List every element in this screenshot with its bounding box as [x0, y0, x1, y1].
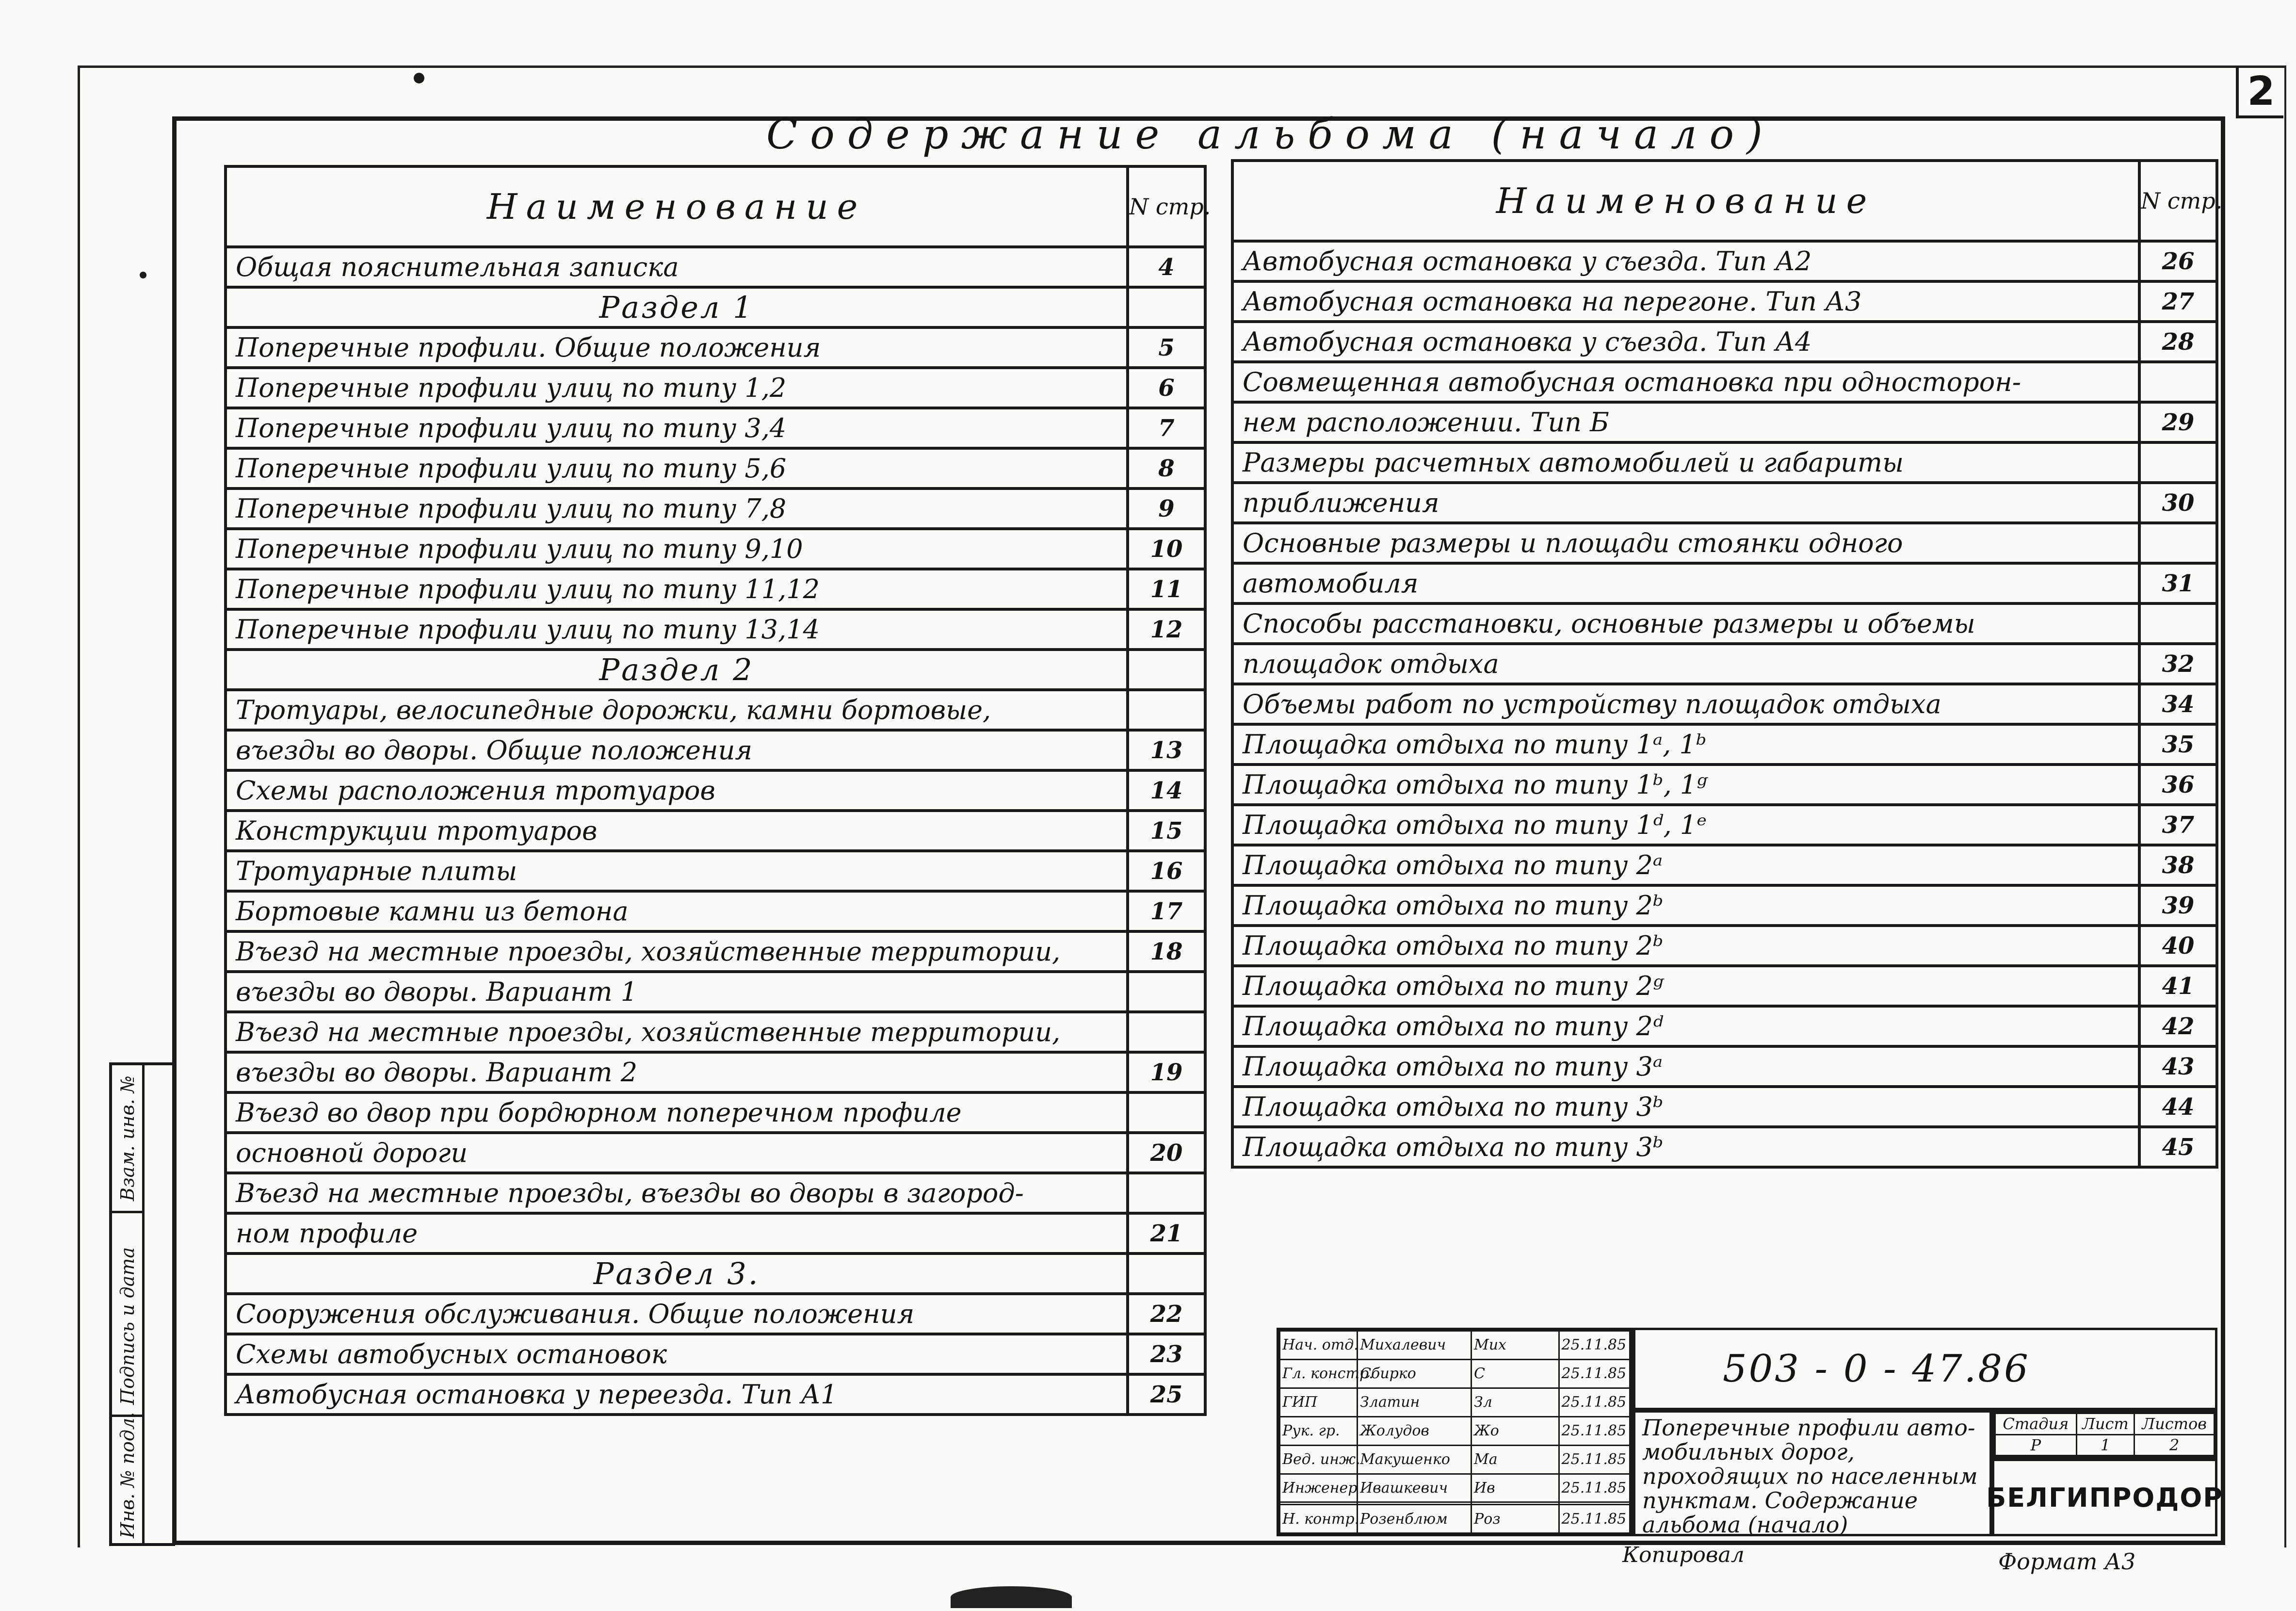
toc-item-page: 21 [1128, 1213, 1205, 1253]
signer-signature: С [1471, 1359, 1559, 1388]
toc-item-page: 13 [1128, 730, 1205, 770]
toc-row [1232, 603, 2217, 644]
toc-item-page [1128, 650, 1205, 690]
toc-item-page: 42 [2139, 1006, 2217, 1046]
scan-smudge [951, 1586, 1072, 1608]
signer-signature: Роз [1471, 1505, 1559, 1533]
signer-role: ГИП [1280, 1388, 1358, 1416]
side-label-inv-orig: Инв. № подл. [117, 1412, 138, 1538]
toc-table-left [224, 165, 1211, 1416]
toc-item-page [2139, 362, 2217, 402]
toc-row [1232, 765, 2217, 805]
section-title: Раздел 2 [226, 650, 1128, 690]
signer-signature: Жо [1471, 1416, 1559, 1445]
signature-row [1280, 1359, 1630, 1388]
signature-row [1280, 1388, 1630, 1416]
toc-item-name: Поперечные профили улиц по типу 7,8 [226, 488, 1128, 529]
toc-item-name: Поперечные профили улиц по типу 3,4 [226, 408, 1128, 448]
sheet-header: Лист [2076, 1414, 2134, 1435]
toc-item-name: Сооружения обслуживания. Общие положения [226, 1294, 1128, 1334]
toc-row [1232, 644, 2217, 684]
toc-item-name: Площадка отдыха по типу 3ᵇ [1232, 1087, 2139, 1127]
toc-item-name: въезды во дворы. Общие положения [226, 730, 1128, 770]
toc-item-name: Автобусная остановка на перегоне. Тип А3 [1232, 281, 2139, 322]
toc-row [1232, 1127, 2217, 1167]
toc-section-row [226, 1253, 1205, 1294]
toc-row [1232, 966, 2217, 1006]
toc-row [226, 1173, 1205, 1213]
toc-item-name: Тротуары, велосипедные дорожки, камни бортовые, [226, 690, 1128, 730]
toc-item-name: Размеры расчетных автомобилей и габариты [1232, 442, 2139, 483]
signer-name: Златин [1358, 1388, 1471, 1416]
toc-item-name: Общая пояснительная записка [226, 247, 1128, 287]
format-label: Формат А3 [1998, 1548, 2136, 1575]
signer-role: Нач. отд. [1280, 1331, 1358, 1360]
toc-row [1232, 885, 2217, 926]
toc-row [1232, 1046, 2217, 1087]
toc-item-name: въезды во дворы. Вариант 1 [226, 972, 1128, 1012]
toc-item-name: Площадка отдыха по типу 1ᵇ, 1ᵍ [1232, 765, 2139, 805]
toc-body-left [226, 247, 1205, 1415]
toc-row [226, 569, 1205, 609]
toc-item-page: 32 [2139, 644, 2217, 684]
toc-item-page: 36 [2139, 765, 2217, 805]
toc-row [226, 488, 1205, 529]
toc-item-name: Въезд на местные проезды, въезды во дворы в загород- [226, 1173, 1128, 1213]
toc-item-name: площадок отдыха [1232, 644, 2139, 684]
toc-row [1232, 523, 2217, 563]
toc-header-page: N стр. [1128, 166, 1205, 247]
toc-item-name: въезды во дворы. Вариант 2 [226, 1052, 1128, 1092]
toc-item-page: 7 [1128, 408, 1205, 448]
sheet-value: 1 [2076, 1434, 2134, 1456]
signer-role: Гл. констр. [1280, 1359, 1358, 1388]
toc-section-row [226, 287, 1205, 327]
toc-item-name: Въезд во двор при бордюрном поперечном профиле [226, 1092, 1128, 1133]
side-stamp-strip [109, 1062, 175, 1546]
toc-row [226, 1294, 1205, 1334]
organization-name: БЕЛГИПРОДОР [1992, 1459, 2217, 1536]
toc-item-name: Объемы работ по устройству площадок отдыха [1232, 684, 2139, 724]
toc-item-page: 28 [2139, 322, 2217, 362]
toc-item-name: Площадка отдыха по типу 2ᵃ [1232, 845, 2139, 885]
signer-date: 25.11.85 [1559, 1388, 1630, 1416]
toc-item-name: Площадка отдыха по типу 1ᵈ, 1ᵉ [1232, 805, 2139, 845]
section-title: Раздел 3. [226, 1253, 1128, 1294]
signer-signature: Зл [1471, 1388, 1559, 1416]
toc-row [226, 690, 1205, 730]
toc-item-page: 41 [2139, 966, 2217, 1006]
toc-row [226, 972, 1205, 1012]
signer-date: 25.11.85 [1559, 1505, 1630, 1533]
toc-item-page: 38 [2139, 845, 2217, 885]
sheets-value: 2 [2134, 1434, 2215, 1456]
toc-row [1232, 1006, 2217, 1046]
toc-item-name: Бортовые камни из бетона [226, 891, 1128, 931]
document-code: 503 - 0 - 47.86 [1633, 1328, 2217, 1410]
toc-item-name: Автобусная остановка у съезда. Тип А4 [1232, 322, 2139, 362]
toc-item-page: 8 [1128, 448, 1205, 488]
toc-row [226, 1052, 1205, 1092]
toc-item-page [1128, 1173, 1205, 1213]
signatures-table [1279, 1330, 1631, 1534]
toc-item-page: 19 [1128, 1052, 1205, 1092]
toc-item-name: Тротуарные плиты [226, 851, 1128, 891]
toc-item-page: 44 [2139, 1087, 2217, 1127]
toc-row [1232, 483, 2217, 523]
toc-row [226, 529, 1205, 569]
toc-item-page: 6 [1128, 368, 1205, 408]
toc-item-page: 9 [1128, 488, 1205, 529]
signer-signature: Мих [1471, 1331, 1559, 1360]
toc-row [226, 1133, 1205, 1173]
toc-item-page: 23 [1128, 1334, 1205, 1374]
toc-item-name: Площадка отдыха по типу 3ᵃ [1232, 1046, 2139, 1087]
toc-item-page: 26 [2139, 241, 2217, 281]
toc-item-page: 34 [2139, 684, 2217, 724]
copied-label: Копировал [1622, 1543, 1745, 1567]
stage-value: Р [1995, 1434, 2077, 1456]
toc-header-name: Наименование [1232, 161, 2139, 241]
toc-item-name: Поперечные профили улиц по типу 13,14 [226, 609, 1128, 650]
signer-date: 25.11.85 [1559, 1359, 1630, 1388]
toc-row [1232, 402, 2217, 442]
sheet-number: 2 [2236, 67, 2283, 118]
signature-row [1280, 1505, 1630, 1533]
signature-row [1280, 1474, 1630, 1502]
toc-item-page: 25 [1128, 1374, 1205, 1415]
toc-row [226, 931, 1205, 972]
toc-item-name: автомобиля [1232, 563, 2139, 603]
toc-item-name: Основные размеры и площади стоянки одного [1232, 523, 2139, 563]
scan-dot [140, 272, 146, 278]
toc-item-name: Поперечные профили улиц по типу 9,10 [226, 529, 1128, 569]
toc-row [1232, 322, 2217, 362]
toc-row [1232, 684, 2217, 724]
stage-block [1992, 1410, 2217, 1459]
toc-item-page: 11 [1128, 569, 1205, 609]
toc-row [226, 730, 1205, 770]
toc-item-name: Площадка отдыха по типу 3ᵇ [1232, 1127, 2139, 1167]
toc-row [226, 609, 1205, 650]
toc-item-name: Автобусная остановка у съезда. Тип А2 [1232, 241, 2139, 281]
toc-item-page [1128, 1253, 1205, 1294]
toc-item-name: Способы расстановки, основные размеры и объемы [1232, 603, 2139, 644]
toc-row [226, 811, 1205, 851]
signer-name: Михалевич [1358, 1331, 1471, 1360]
toc-item-page: 12 [1128, 609, 1205, 650]
side-label-inv-dup: Взам. инв. № [117, 1075, 138, 1201]
toc-item-page [2139, 603, 2217, 644]
toc-item-page: 40 [2139, 926, 2217, 966]
toc-row [1232, 724, 2217, 765]
toc-item-name: Площадка отдыха по типу 2ᵈ [1232, 1006, 2139, 1046]
toc-item-name: основной дороги [226, 1133, 1128, 1173]
toc-item-name: Площадка отдыха по типу 2ᵇ [1232, 885, 2139, 926]
signer-role: Рук. гр. [1280, 1416, 1358, 1445]
toc-header-name: Наименование [226, 166, 1128, 247]
toc-item-page: 31 [2139, 563, 2217, 603]
toc-item-name: Поперечные профили. Общие положения [226, 327, 1128, 368]
toc-item-name: Въезд на местные проезды, хозяйственные территории, [226, 1012, 1128, 1052]
toc-row [226, 770, 1205, 811]
section-title: Раздел 1 [226, 287, 1128, 327]
signer-name: Сбирко [1358, 1359, 1471, 1388]
toc-row [1232, 1087, 2217, 1127]
toc-table-right [1231, 159, 2223, 1169]
page-title: Содержание альбома (начало) [766, 111, 1775, 158]
toc-item-page: 35 [2139, 724, 2217, 765]
toc-row [1232, 926, 2217, 966]
toc-item-page: 14 [1128, 770, 1205, 811]
toc-item-name: Площадка отдыха по типу 2ᵇ [1232, 926, 2139, 966]
toc-header-page: N стр. [2139, 161, 2217, 241]
signer-name: Ивашкевич [1358, 1474, 1471, 1502]
toc-row [1232, 845, 2217, 885]
toc-item-name: Автобусная остановка у переезда. Тип А1 [226, 1374, 1128, 1415]
toc-item-page [1128, 690, 1205, 730]
signer-signature: Ив [1471, 1474, 1559, 1502]
signatures-block [1277, 1328, 1633, 1536]
toc-item-name: Площадка отдыха по типу 1ᵃ, 1ᵇ [1232, 724, 2139, 765]
toc-row [226, 1374, 1205, 1415]
toc-item-page: 17 [1128, 891, 1205, 931]
toc-item-name: Конструкции тротуаров [226, 811, 1128, 851]
toc-body-right [1232, 241, 2217, 1167]
toc-row [226, 1012, 1205, 1052]
toc-item-page: 29 [2139, 402, 2217, 442]
toc-item-page: 5 [1128, 327, 1205, 368]
toc-row [226, 1334, 1205, 1374]
toc-header-row [226, 166, 1205, 247]
toc-item-name: ном профиле [226, 1213, 1128, 1253]
document-description: Поперечные профили авто-мобильных дорог, проходящих по населенным пунктам. Содержание альбома (начало) [1633, 1410, 1992, 1536]
toc-item-name: приближения [1232, 483, 2139, 523]
toc-row [1232, 362, 2217, 402]
toc-item-name: Схемы автобусных остановок [226, 1334, 1128, 1374]
signer-name: Жолудов [1358, 1416, 1471, 1445]
signer-role: Инженер [1280, 1474, 1358, 1502]
toc-row [1232, 805, 2217, 845]
toc-item-name: Схемы расположения тротуаров [226, 770, 1128, 811]
signer-date: 25.11.85 [1559, 1331, 1630, 1360]
toc-row [1232, 241, 2217, 281]
toc-item-page: 10 [1128, 529, 1205, 569]
toc-item-page: 22 [1128, 1294, 1205, 1334]
toc-item-page [1128, 972, 1205, 1012]
signature-row [1280, 1445, 1630, 1474]
signature-row [1280, 1416, 1630, 1445]
toc-row [226, 448, 1205, 488]
toc-item-name: Площадка отдыха по типу 2ᵍ [1232, 966, 2139, 1006]
side-label-sign-date: Подпись и дата [117, 1247, 138, 1405]
toc-item-name: Въезд на местные проезды, хозяйственные территории, [226, 931, 1128, 972]
toc-row [226, 1092, 1205, 1133]
signer-date: 25.11.85 [1559, 1474, 1630, 1502]
signer-signature: Ма [1471, 1445, 1559, 1474]
toc-row [1232, 281, 2217, 322]
title-block [1277, 1328, 2223, 1538]
toc-item-page: 15 [1128, 811, 1205, 851]
toc-section-row [226, 650, 1205, 690]
toc-item-page [2139, 442, 2217, 483]
toc-header-row [1232, 161, 2217, 241]
signer-name: Макушенко [1358, 1445, 1471, 1474]
toc-row [226, 891, 1205, 931]
toc-row [226, 368, 1205, 408]
toc-item-name: Поперечные профили улиц по типу 1,2 [226, 368, 1128, 408]
signer-role: Вед. инж. [1280, 1445, 1358, 1474]
toc-row [226, 408, 1205, 448]
toc-item-page [2139, 523, 2217, 563]
signer-date: 25.11.85 [1559, 1416, 1630, 1445]
toc-item-page: 30 [2139, 483, 2217, 523]
toc-item-page: 20 [1128, 1133, 1205, 1173]
toc-row [226, 851, 1205, 891]
toc-item-page: 4 [1128, 247, 1205, 287]
toc-item-page: 39 [2139, 885, 2217, 926]
toc-row [226, 327, 1205, 368]
toc-item-page: 37 [2139, 805, 2217, 845]
toc-row [1232, 442, 2217, 483]
toc-item-page [1128, 1012, 1205, 1052]
toc-item-page [1128, 287, 1205, 327]
toc-row [226, 1213, 1205, 1253]
toc-item-page: 45 [2139, 1127, 2217, 1167]
toc-item-name: нем расположении. Тип Б [1232, 402, 2139, 442]
toc-item-page [1128, 1092, 1205, 1133]
signer-date: 25.11.85 [1559, 1445, 1630, 1474]
signer-role: Н. контр. [1280, 1505, 1358, 1533]
signer-name: Розенблюм [1358, 1505, 1471, 1533]
scan-dot [414, 73, 424, 83]
signature-row [1280, 1331, 1630, 1360]
toc-item-name: Совмещенная автобусная остановка при односторон- [1232, 362, 2139, 402]
toc-item-page: 16 [1128, 851, 1205, 891]
toc-row [226, 247, 1205, 287]
sheets-header: Листов [2134, 1414, 2215, 1435]
toc-item-page: 27 [2139, 281, 2217, 322]
toc-item-page: 18 [1128, 931, 1205, 972]
stage-header: Стадия [1995, 1414, 2077, 1435]
toc-item-page: 43 [2139, 1046, 2217, 1087]
toc-row [1232, 563, 2217, 603]
toc-item-name: Поперечные профили улиц по типу 5,6 [226, 448, 1128, 488]
toc-item-name: Поперечные профили улиц по типу 11,12 [226, 569, 1128, 609]
